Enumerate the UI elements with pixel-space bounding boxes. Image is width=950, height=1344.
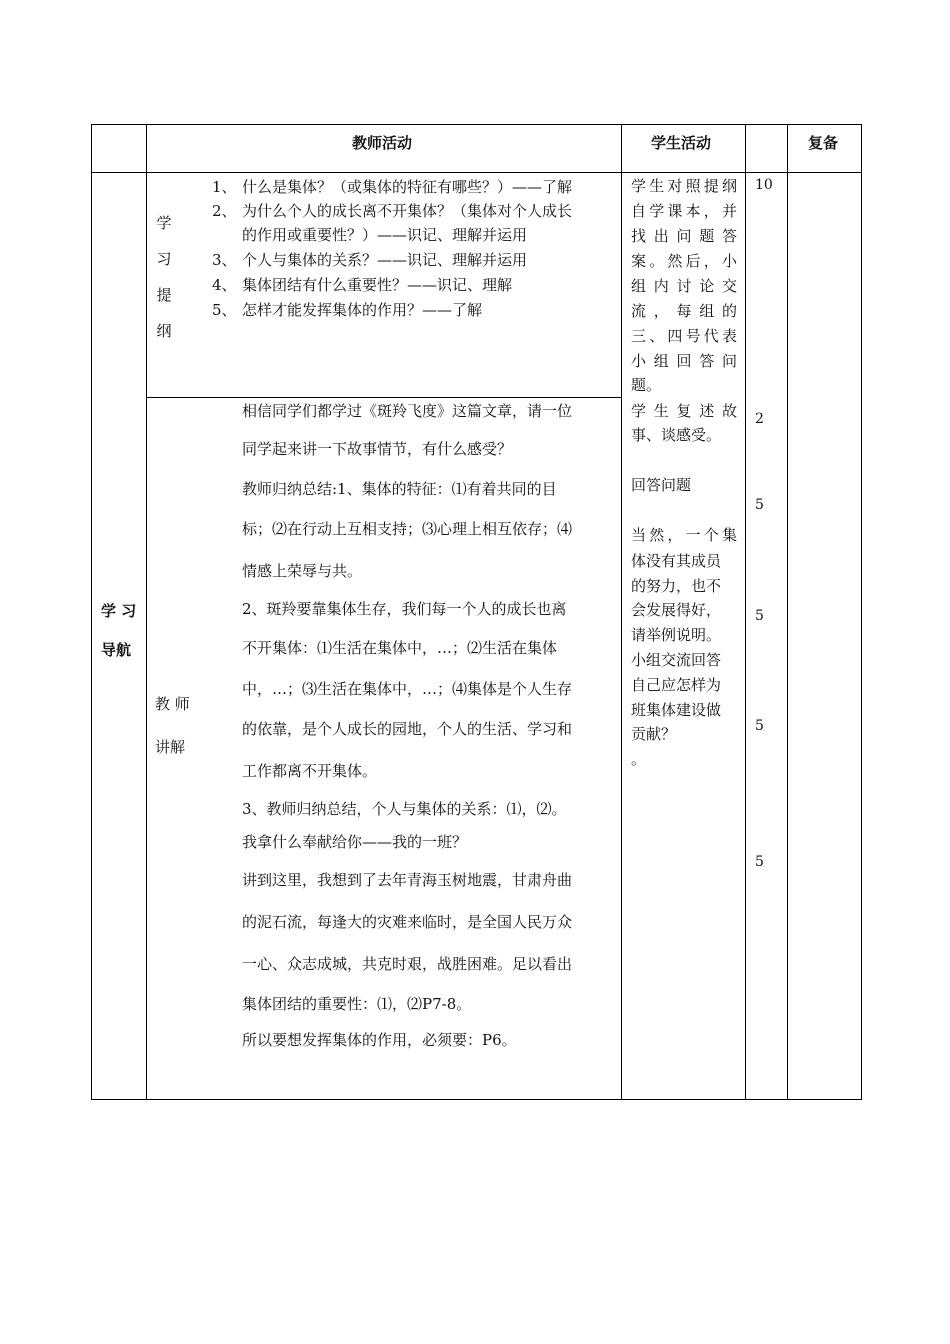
- section-label-line2: 导航: [101, 641, 132, 659]
- lecture-line: 标；⑵在行动上互相支持；⑶心理上相互依存；⑷: [242, 520, 573, 538]
- student-line: 三、四号代表: [631, 327, 737, 345]
- lecture-line: 一心、众志成城，共克时艰，战胜困难。足以看出: [242, 955, 573, 973]
- outline-label: [154, 212, 174, 356]
- col-divider-1: [146, 124, 147, 1100]
- lecture-line: 的依靠，是个人成长的园地，个人的生活、学习和: [242, 720, 573, 738]
- table-border-top: [91, 124, 862, 125]
- header-student-activity: 学生活动: [651, 134, 712, 152]
- lecture-time: 5: [755, 608, 764, 624]
- lecture-line: 同学起来讲一下故事情节，有什么感受？: [242, 440, 513, 458]
- header-teacher-activity: 教师活动: [352, 134, 413, 152]
- section-label-line1: 学 习: [101, 602, 137, 620]
- lecture-time: 5: [755, 718, 764, 734]
- outline-item-text: 的作用或重要性？）——识记、理解并运用: [242, 226, 528, 244]
- lecture-line: 情感上荣辱与共。: [242, 562, 363, 580]
- lecture-label-line2: 讲解: [155, 738, 186, 756]
- col-divider-3: [745, 124, 746, 1100]
- outline-item-no: 4、: [212, 276, 237, 294]
- student-line: 自学课本，并: [631, 202, 737, 220]
- outline-label-char: 纲: [156, 322, 172, 340]
- lecture-line: 中，…；⑶生活在集体中，…；⑷集体是个人生存: [242, 680, 573, 698]
- lecture-line: 工作都离不开集体。: [242, 762, 378, 780]
- lecture-line: 相信同学们都学过《斑羚飞度》这篇文章，请一位: [242, 402, 573, 420]
- lecture-line: 的泥石流，每逢大的灾难来临时，是全国人民万众: [242, 913, 573, 931]
- header-review: 复备: [808, 134, 839, 152]
- table-border-bottom: [91, 1099, 862, 1100]
- student-line: 当然，一个集: [631, 526, 737, 544]
- student-line: 请举例说明。: [631, 626, 722, 644]
- lecture-time: 2: [755, 411, 764, 427]
- student-line: 案。然后，小: [631, 252, 737, 270]
- outline-divider: [146, 397, 622, 398]
- lecture-line: 不开集体：⑴生活在集体中，…；⑵生活在集体: [242, 639, 558, 657]
- outline-item-text: 怎样才能发挥集体的作用？——了解: [242, 301, 483, 319]
- lecture-time: 5: [755, 497, 764, 513]
- outline-item-text: 什么是集体？（或集体的特征有哪些？）——了解: [242, 178, 573, 196]
- outline-item-text: 个人与集体的关系？——识记、理解并运用: [242, 251, 528, 269]
- student-line: 会发展得好，: [631, 601, 722, 619]
- student-line: 班集体建设做: [631, 701, 722, 719]
- student-line: 小组回答问: [631, 352, 737, 370]
- student-line: 学生对照提纲: [631, 177, 737, 195]
- col-divider-2: [621, 124, 622, 1100]
- lecture-line: 讲到这里，我想到了去年青海玉树地震，甘肃舟曲: [242, 871, 573, 889]
- student-line: 回答问题: [631, 476, 692, 494]
- student-line: 题。: [631, 376, 662, 394]
- lecture-line: 2、斑羚要靠集体生存，我们每一个人的成长也离: [242, 600, 567, 618]
- outline-item-no: 5、: [212, 301, 237, 319]
- lecture-label-line1: 教 师: [155, 695, 190, 713]
- lecture-line: 所以要想发挥集体的作用，必须要：P6。: [242, 1031, 517, 1049]
- lecture-line: 教师归纳总结:1、集体的特征：⑴有着共同的目: [242, 480, 557, 498]
- student-line: 组内讨论交: [631, 277, 737, 295]
- student-line: 找出问题答: [631, 227, 737, 245]
- student-line: 流，每组的: [631, 302, 737, 320]
- student-line: 贡献？: [631, 725, 677, 743]
- student-line: 的努力，也不: [631, 577, 722, 595]
- outline-label-char: 提: [156, 286, 172, 304]
- outline-label-char: 学: [156, 214, 172, 232]
- student-line: 体没有其成员: [631, 552, 722, 570]
- outline-item-no: 1、: [212, 178, 237, 196]
- lecture-time: 5: [755, 854, 764, 870]
- col-divider-4: [787, 124, 788, 1100]
- student-line: 小组交流回答: [631, 651, 722, 669]
- outline-item-text: 为什么个人的成长离不开集体？（集体对个人成长: [242, 202, 573, 220]
- lecture-line: 我拿什么奉献给你——我的一班？: [242, 833, 468, 851]
- outline-item-no: 2、: [212, 202, 237, 220]
- outline-label-char: 习: [156, 250, 172, 268]
- outline-time: 10: [755, 177, 773, 193]
- student-line: 自己应怎样为: [631, 676, 722, 694]
- student-line: 。: [631, 750, 647, 768]
- header-divider: [91, 172, 862, 173]
- lecture-line: 3、教师归纳总结，个人与集体的关系：⑴，⑵。: [242, 800, 567, 818]
- outline-item-text: 集体团结有什么重要性？——识记、理解: [242, 276, 513, 294]
- table-border-left: [91, 124, 92, 1100]
- lecture-line: 集体团结的重要性：⑴，⑵P7-8。: [242, 995, 472, 1013]
- student-line: 事、谈感受。: [631, 426, 722, 444]
- student-line: 学生复述故: [631, 402, 737, 420]
- table-border-right: [861, 124, 862, 1100]
- outline-item-no: 3、: [212, 251, 237, 269]
